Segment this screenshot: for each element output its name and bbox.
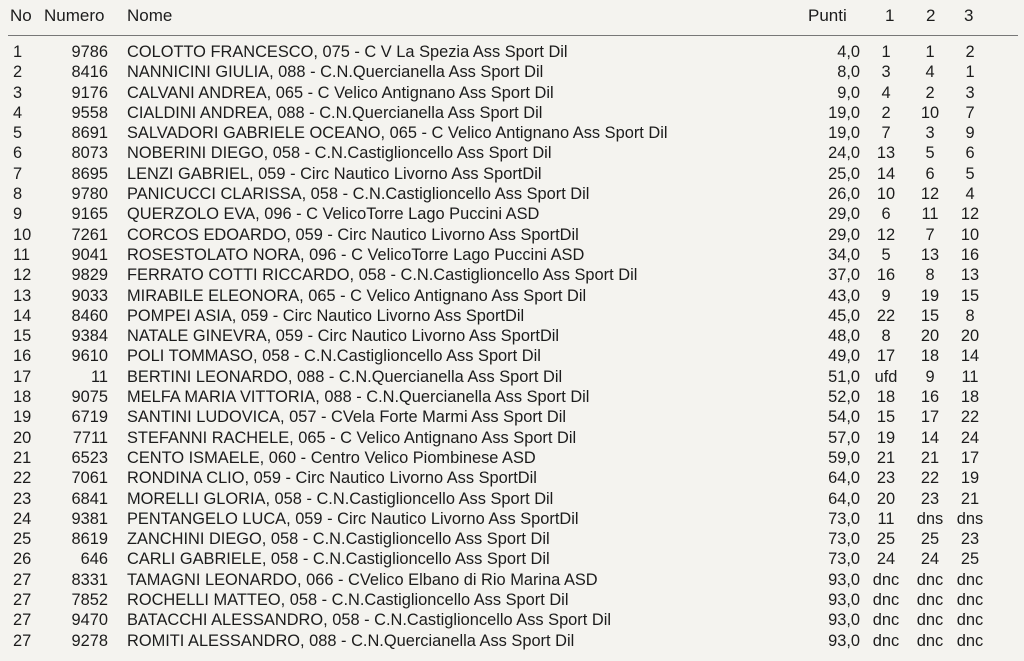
sail-number: 8691 [71,124,108,143]
competitor-name: MELFA MARIA VITTORIA, 088 - C.N.Quercianella Ass Sport Dil [127,388,590,407]
table-row [0,164,1024,184]
rank: 22 [13,469,32,488]
competitor-name: PANICUCCI CLARISSA, 058 - C.N.Castiglioncello Ass Sport Dil [127,185,590,204]
competitor-name: NANNICINI GIULIA, 088 - C.N.Quercianella Ass Sport Dil [127,63,544,82]
race-1-result: 11 [877,509,895,528]
race-3-result: 25 [960,550,980,569]
sail-number: 8460 [71,306,108,325]
race-3-result: 13 [960,266,980,285]
competitor-name: CORCOS EDOARDO, 059 - Circ Nautico Livorno Ass SportDil [127,225,579,244]
rank: 27 [13,570,32,589]
competitor-name: TAMAGNI LEONARDO, 066 - CVelico Elbano di Rio Marina ASD [127,570,598,589]
race-1-result: 8 [881,327,891,346]
race-1-result: 25 [876,530,896,549]
competitor-name: PENTANGELO LUCA, 059 - Circ Nautico Livorno Ass SportDil [127,509,579,528]
table-row [0,570,1024,590]
race-3-result: 6 [965,144,975,163]
sail-number: 9165 [71,205,108,224]
race-3-result: 3 [965,83,975,102]
table-row [0,306,1024,326]
rank: 11 [13,245,31,264]
header-punti: Punti [808,6,847,25]
table-row [0,448,1024,468]
points: 34,0 [828,245,860,264]
race-3-result: dnc [956,570,984,589]
header-race-1: 1 [885,6,895,25]
sail-number: 8073 [71,144,108,163]
race-2-result: dnc [916,611,944,630]
rank: 14 [13,306,32,325]
points: 25,0 [828,164,860,183]
race-3-result: dns [956,509,984,528]
rank: 9 [13,205,23,224]
competitor-name: ROCHELLI MATTEO, 058 - C.N.Castiglioncello Ass Sport Dil [127,591,569,610]
sail-number: 9176 [71,83,108,102]
race-2-result: 3 [925,124,935,143]
race-2-result: 5 [925,144,935,163]
race-2-result: dnc [916,591,944,610]
sail-number: 9780 [71,185,108,204]
race-3-result: 20 [960,327,980,346]
rank: 13 [13,286,32,305]
points: 73,0 [828,530,860,549]
table-row [0,387,1024,407]
race-3-result: 22 [960,408,980,427]
points: 93,0 [828,591,860,610]
race-3-result: 5 [965,164,975,183]
sail-number: 7711 [72,428,108,447]
table-row [0,631,1024,651]
race-2-result: 19 [920,286,940,305]
race-2-result: 23 [920,489,940,508]
sail-number: 7061 [71,469,108,488]
table-row [0,346,1024,366]
points: 54,0 [828,408,860,427]
race-3-result: 4 [965,185,975,204]
competitor-name: RONDINA CLIO, 059 - Circ Nautico Livorno Ass SportDil [127,469,537,488]
table-row [0,143,1024,163]
race-1-result: 13 [876,144,896,163]
competitor-name: POMPEI ASIA, 059 - Circ Nautico Livorno Ass SportDil [127,306,525,325]
race-2-result: 16 [920,388,940,407]
sail-number: 8416 [71,63,108,82]
points: 64,0 [828,489,860,508]
race-2-result: 18 [920,347,940,366]
points: 9,0 [837,83,860,102]
race-3-result: 1 [965,63,975,82]
sail-number: 9786 [71,43,108,61]
race-1-result: 15 [876,408,896,427]
competitor-name: SANTINI LUDOVICA, 057 - CVela Forte Marmi Ass Sport Dil [127,408,567,427]
rank: 2 [13,63,23,82]
rank: 23 [13,489,32,508]
header-no: No [10,6,32,25]
table-row [0,468,1024,488]
rank: 4 [13,103,23,122]
rank: 27 [13,631,32,650]
sail-number: 646 [80,550,108,569]
race-3-result: 16 [960,245,980,264]
sail-number: 9470 [71,611,108,630]
sail-number: 6523 [71,448,108,467]
rank: 25 [13,530,32,549]
points: 73,0 [828,550,860,569]
competitor-name: MORELLI GLORIA, 058 - C.N.Castiglioncello Ass Sport Dil [127,489,554,508]
race-1-result: 17 [876,347,896,366]
sail-number: 9610 [71,347,108,366]
race-3-result: 7 [965,103,975,122]
points: 51,0 [828,367,860,386]
race-1-result: 12 [876,225,896,244]
race-1-result: 23 [876,469,896,488]
race-2-result: 9 [925,367,935,386]
race-1-result: 20 [876,489,896,508]
rank: 27 [13,591,32,610]
race-1-result: dnc [872,591,900,610]
competitor-name: ZANCHINI DIEGO, 058 - C.N.Castiglioncello Ass Sport Dil [127,530,550,549]
competitor-name: NATALE GINEVRA, 059 - Circ Nautico Livorno Ass SportDil [127,327,560,346]
race-2-result: 7 [925,225,935,244]
race-3-result: 2 [965,43,975,61]
points: 52,0 [828,388,860,407]
sail-number: 7261 [71,225,108,244]
competitor-name: CARLI GABRIELE, 058 - C.N.Castiglioncello Ass Sport Dil [127,550,550,569]
table-row [0,549,1024,569]
race-2-result: 12 [920,185,940,204]
table-row [0,509,1024,529]
race-2-result: 22 [920,469,940,488]
table-row [0,610,1024,630]
sail-number: 8695 [71,164,108,183]
race-1-result: dnc [872,570,900,589]
points: 93,0 [828,611,860,630]
competitor-name: POLI TOMMASO, 058 - C.N.Castiglioncello Ass Sport Dil [127,347,541,366]
table-row [0,489,1024,509]
race-3-result: dnc [956,611,984,630]
race-1-result: ufd [874,367,898,386]
competitor-name: LENZI GABRIEL, 059 - Circ Nautico Livorno Ass SportDil [127,164,542,183]
race-3-result: 18 [960,388,980,407]
race-1-result: 7 [881,124,891,143]
race-1-result: 1 [881,43,891,61]
rank: 12 [13,266,32,285]
table-row [0,590,1024,610]
results-table-body [0,42,1024,651]
header-race-3: 3 [964,6,974,25]
race-2-result: 10 [920,103,940,122]
race-1-result: 6 [881,205,891,224]
table-row [0,265,1024,285]
race-2-result: 6 [925,164,935,183]
race-1-result: 24 [876,550,896,569]
race-3-result: 21 [960,489,980,508]
race-3-result: 15 [960,286,980,305]
table-row [0,326,1024,346]
competitor-name: SALVADORI GABRIELE OCEANO, 065 - C Velico Antignano Ass Sport Dil [127,124,668,143]
header-divider [8,35,1018,36]
race-3-result: 9 [965,124,975,143]
race-2-result: 14 [920,428,940,447]
rank: 20 [13,428,32,447]
header-race-2: 2 [926,6,936,25]
rank: 5 [13,124,23,143]
sail-number: 6719 [71,408,108,427]
points: 8,0 [837,63,860,82]
race-1-result: 4 [881,83,891,102]
race-1-result: 10 [876,185,896,204]
table-row [0,204,1024,224]
rank: 8 [13,185,23,204]
header-numero: Numero [44,6,105,25]
race-2-result: dnc [916,631,944,650]
table-row [0,225,1024,245]
points: 37,0 [828,266,860,285]
race-2-result: 20 [920,327,940,346]
rank: 21 [13,448,32,467]
race-2-result: 13 [920,245,940,264]
race-2-result: 11 [921,205,939,224]
table-row [0,529,1024,549]
sail-number: 9033 [71,286,108,305]
points: 26,0 [828,185,860,204]
competitor-name: CENTO ISMAELE, 060 - Centro Velico Piombinese ASD [127,448,536,467]
points: 19,0 [828,103,860,122]
table-row [0,407,1024,427]
points: 93,0 [828,570,860,589]
race-2-result: 4 [925,63,935,82]
race-1-result: 14 [876,164,896,183]
points: 29,0 [828,205,860,224]
table-row [0,62,1024,82]
race-1-result: 3 [881,63,891,82]
competitor-name: BATACCHI ALESSANDRO, 058 - C.N.Castiglioncello Ass Sport Dil [127,611,611,630]
race-1-result: 9 [881,286,891,305]
table-row [0,83,1024,103]
rank: 26 [13,550,32,569]
competitor-name: NOBERINI DIEGO, 058 - C.N.Castiglioncello Ass Sport Dil [127,144,552,163]
sail-number: 9558 [71,103,108,122]
race-3-result: 14 [960,347,980,366]
competitor-name: BERTINI LEONARDO, 088 - C.N.Quercianella Ass Sport Dil [127,367,563,386]
race-2-result: 25 [920,530,940,549]
rank: 10 [13,225,32,244]
table-row [0,367,1024,387]
points: 93,0 [828,631,860,650]
race-1-result: 22 [876,306,896,325]
sail-number: 9384 [71,327,108,346]
table-row [0,123,1024,143]
race-1-result: dnc [872,631,900,650]
rank: 17 [13,367,32,386]
rank: 18 [13,388,32,407]
sail-number: 9278 [71,631,108,650]
points: 57,0 [828,428,860,447]
race-3-result: 8 [965,306,975,325]
race-3-result: 19 [960,469,980,488]
race-3-result: 10 [960,225,980,244]
competitor-name: ROSESTOLATO NORA, 096 - C VelicoTorre Lago Puccini ASD [127,245,585,264]
points: 24,0 [828,144,860,163]
sail-number: 8619 [71,530,108,549]
points: 64,0 [828,469,860,488]
competitor-name: STEFANNI RACHELE, 065 - C Velico Antignano Ass Sport Dil [127,428,577,447]
rank: 3 [13,83,23,102]
race-3-result: 12 [960,205,980,224]
competitor-name: MIRABILE ELEONORA, 065 - C Velico Antignano Ass Sport Dil [127,286,587,305]
race-3-result: 23 [960,530,980,549]
table-row [0,286,1024,306]
rank: 24 [13,509,32,528]
sail-number: 7852 [71,591,108,610]
race-3-result: dnc [956,591,984,610]
points: 4,0 [837,43,860,61]
race-1-result: 5 [881,245,891,264]
results-table-header [0,0,1024,40]
race-1-result: 16 [876,266,896,285]
race-2-result: 1 [925,43,935,61]
race-1-result: 2 [881,103,891,122]
competitor-name: FERRATO COTTI RICCARDO, 058 - C.N.Castiglioncello Ass Sport Dil [127,266,638,285]
table-row [0,184,1024,204]
race-2-result: 21 [920,448,940,467]
points: 29,0 [828,225,860,244]
race-2-result: 24 [920,550,940,569]
competitor-name: CIALDINI ANDREA, 088 - C.N.Quercianella Ass Sport Dil [127,103,543,122]
points: 45,0 [828,306,860,325]
table-row [0,245,1024,265]
race-1-result: 19 [876,428,896,447]
race-3-result: dnc [956,631,984,650]
rank: 16 [13,347,32,366]
sail-number: 9381 [71,509,108,528]
race-2-result: dns [916,509,944,528]
table-row [0,103,1024,123]
race-2-result: 2 [925,83,935,102]
race-1-result: dnc [872,611,900,630]
competitor-name: ROMITI ALESSANDRO, 088 - C.N.Quercianella Ass Sport Dil [127,631,575,650]
race-3-result: 11 [961,367,979,386]
header-nome: Nome [127,6,173,25]
competitor-name: COLOTTO FRANCESCO, 075 - C V La Spezia Ass Sport Dil [127,43,568,61]
competitor-name: QUERZOLO EVA, 096 - C VelicoTorre Lago Puccini ASD [127,205,540,224]
points: 43,0 [828,286,860,305]
race-2-result: 15 [920,306,940,325]
race-2-result: 8 [925,266,935,285]
race-3-result: 24 [960,428,980,447]
sail-number: 11 [90,367,108,386]
competitor-name: CALVANI ANDREA, 065 - C Velico Antignano Ass Sport Dil [127,83,554,102]
points: 19,0 [828,124,860,143]
race-2-result: 17 [920,408,940,427]
rank: 6 [13,144,23,163]
race-2-result: dnc [916,570,944,589]
points: 59,0 [828,448,860,467]
table-row [0,42,1024,62]
race-1-result: 21 [876,448,896,467]
sail-number: 9075 [71,388,108,407]
race-1-result: 18 [876,388,896,407]
sail-number: 8331 [71,570,108,589]
rank: 7 [13,164,23,183]
sail-number: 6841 [71,489,108,508]
sail-number: 9829 [71,266,108,285]
sail-number: 9041 [71,245,108,264]
rank: 19 [13,408,32,427]
rank: 27 [13,611,32,630]
points: 48,0 [828,327,860,346]
points: 49,0 [828,347,860,366]
rank: 15 [13,327,32,346]
table-row [0,428,1024,448]
points: 73,0 [828,509,860,528]
rank: 1 [13,43,23,61]
race-3-result: 17 [960,448,980,467]
